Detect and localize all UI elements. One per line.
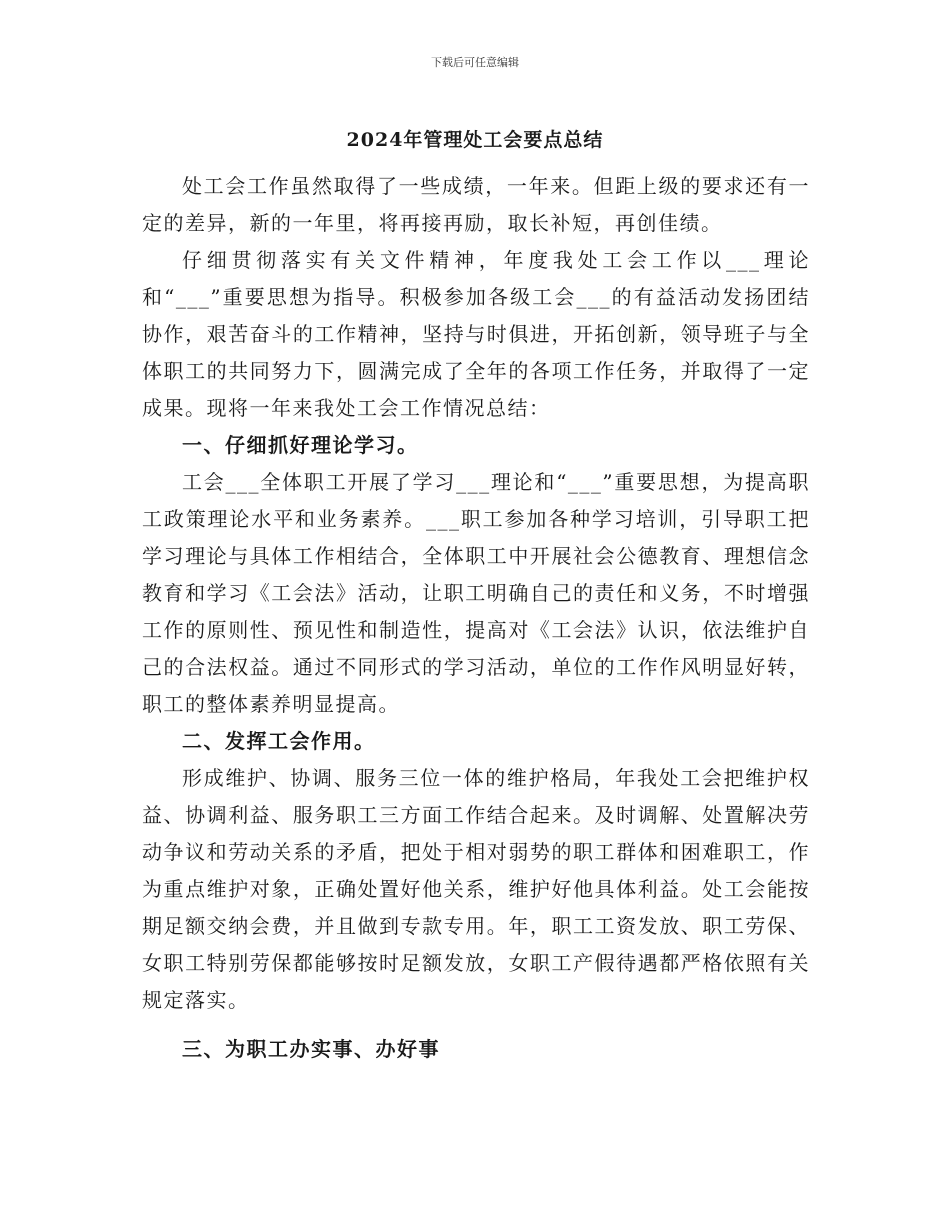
section-body-1: 工会___全体职工开展了学习___理论和“___”重要思想，为提高职工政策理论水平和业务素养。___职工参加各种学习培训，引导职工把学习理论与具体工作相结合，全体职工中开展社会公德教育、理想信念教育和学习《工会法》活动，让职工明确自己的责任和义务，不时增强工作的原则性、预见性和制造性，提高对《工会法》认识，依法维护自己的合法权益。通过不同形式的学习活动，单位的工作作风明显好转，职工的整体素养明显提高。 (142, 470, 810, 716)
section-heading-3: 三、为职工办实事、办好事 (182, 1037, 440, 1061)
intro-paragraph-1: 处工会工作虽然取得了一些成绩，一年来。但距上级的要求还有一定的差异，新的一年里，将再接再励，取长补短，再创佳绩。 (142, 174, 810, 235)
section-body-2: 形成维护、协调、服务三位一体的维护格局，年我处工会把维护权益、协调利益、服务职工三方面工作结合起来。及时调解、处置解决劳动争议和劳动关系的矛盾，把处于相对弱势的职工群体和困难职工，作为重点维护对象，正确处置好他关系，维护好他具体利益。处工会能按期足额交纳会费，并且做到专款专用。年，职工工资发放、职工劳保、女职工特别劳保都能够按时足额发放，女职工产假待遇都严格依照有关规定落实。 (142, 766, 810, 1012)
document-body (142, 168, 810, 1068)
document-title: 2024年管理处工会要点总结 (346, 129, 604, 151)
header-note: 下载后可任意编辑 (431, 56, 519, 69)
intro-paragraph-2: 仔细贯彻落实有关文件精神，年度我处工会工作以___理论和“___”重要思想为指导。积极参加各级工会___的有益活动发扬团结协作，艰苦奋斗的工作精神，坚持与时俱进，开拓创新，领导班子与全体职工的共同努力下，圆满完成了全年的各项工作任务，并取得了一定成果。现将一年来我处工会工作情况总结： (142, 248, 810, 420)
section-heading-1: 一、仔细抓好理论学习。 (182, 433, 419, 457)
section-heading-2: 二、发挥工会作用。 (182, 729, 376, 753)
